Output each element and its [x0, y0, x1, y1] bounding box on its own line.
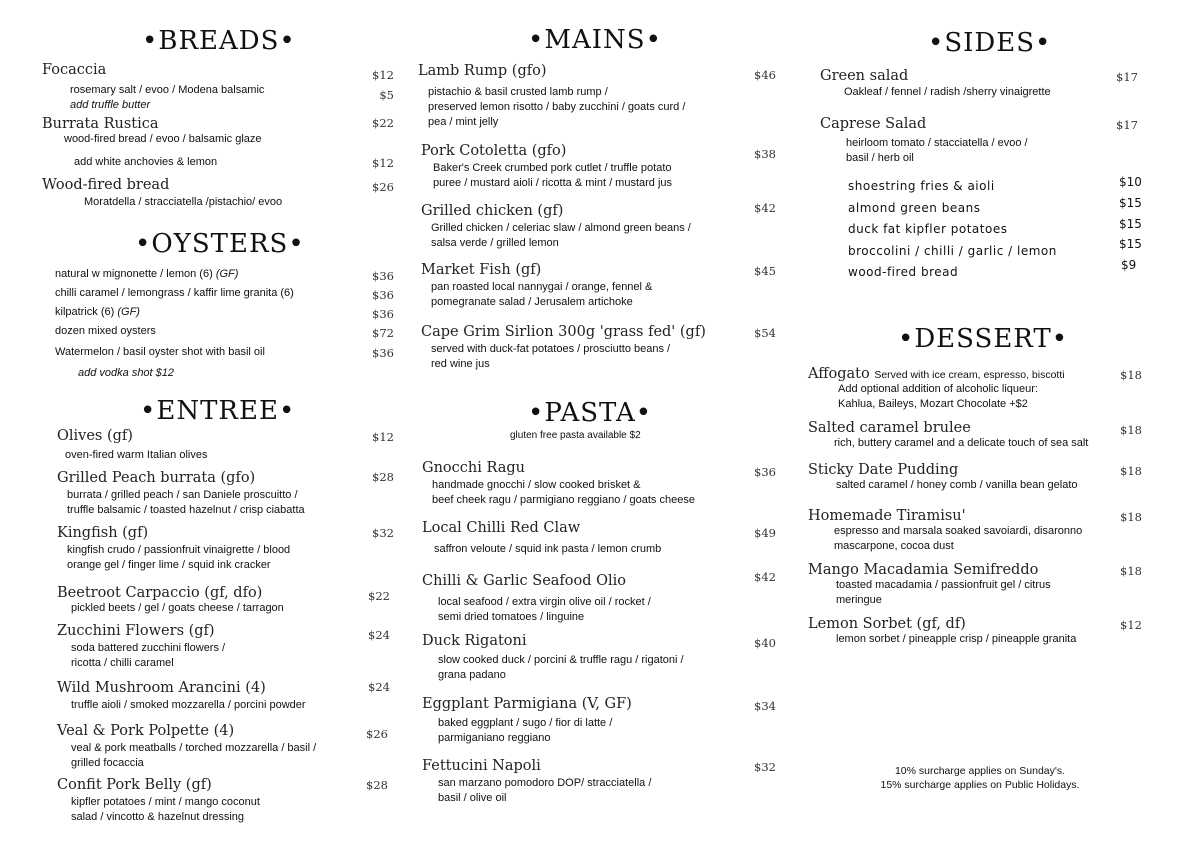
- item-price: $34: [754, 699, 776, 713]
- item-name: Eggplant Parmigiana (V, GF): [422, 696, 632, 712]
- item-description: local seafood / extra virgin olive oil / rocket / semi dried tomatoes / linguine: [438, 596, 651, 623]
- item-description: handmade gnocchi / slow cooked brisket & beef cheek ragu / parmigiano reggiano / goats cheese: [432, 479, 695, 506]
- item-price: $46: [754, 68, 776, 82]
- item-description: baked eggplant / sugo / fior di latte / parmiganiano reggiano: [438, 717, 613, 744]
- breads-heading: •BREADS•: [142, 26, 296, 56]
- item-name: Mango Macadamia Semifreddo: [808, 562, 1039, 578]
- mains-heading: •MAINS•: [528, 25, 662, 55]
- oysters-heading: •OYSTERS•: [135, 229, 305, 259]
- item-name: Zucchini Flowers (gf): [57, 623, 215, 639]
- item-description: Moratdella / stracciatella /pistachio/ evoo: [84, 196, 283, 208]
- item-description: soda battered zucchini flowers / ricotta / chilli caramel: [71, 642, 226, 669]
- surcharge-holidays: 15% surcharge applies on Public Holidays.: [880, 779, 1080, 791]
- item-name: Caprese Salad: [820, 116, 927, 132]
- item-name: Pork Cotoletta (gfo): [421, 143, 567, 159]
- item-name: Homemade Tiramisu': [808, 508, 966, 524]
- item-price: $40: [754, 636, 776, 650]
- item-price: $36: [372, 307, 394, 321]
- item-description: Grilled chicken / celeriac slaw / almond green beans / salsa verde / grilled lemon: [431, 222, 691, 249]
- item-description: pistachio & basil crusted lamb rump / preserved lemon risotto / baby zucchini / goats curd / pea / mint jelly: [428, 86, 686, 128]
- addon-price: $5: [379, 88, 394, 102]
- item-description: heirloom tomato / stacciatella / evoo / basil / herb oil: [846, 137, 1028, 164]
- item-description: pickled beets / gel / goats cheese / tarragon: [71, 602, 284, 614]
- menu-item: [42, 116, 382, 147]
- side-item: almond green beans: [848, 201, 981, 215]
- item-name: Chilli & Garlic Seafood Olio: [422, 573, 627, 589]
- item-price: $54: [754, 326, 776, 340]
- item-price: $15: [1119, 237, 1142, 251]
- side-item: duck fat kipfler potatoes: [848, 222, 1008, 236]
- surcharge-note: [840, 764, 1120, 792]
- item-name: Focaccia: [42, 62, 107, 78]
- item-name: Olives (gf): [57, 428, 133, 444]
- sides-heading: •SIDES•: [928, 28, 1052, 58]
- item-description: lemon sorbet / pineapple crisp / pineapple granita: [836, 633, 1077, 645]
- item-description: salted caramel / honey comb / vanilla bean gelato: [836, 479, 1078, 491]
- dessert-heading: •DESSERT•: [898, 324, 1069, 354]
- item-price: $36: [372, 269, 394, 283]
- item-name: Salted caramel brulee: [808, 420, 971, 436]
- surcharge-sunday: 10% surcharge applies on Sunday's.: [894, 765, 1066, 777]
- item-price: $10: [1119, 175, 1142, 189]
- item-description: kingfish crudo / passionfruit vinaigrette / blood orange gel / finger lime / squid ink cracker: [67, 544, 291, 571]
- item-description: Add optional addition of alcoholic liqueur: Kahlua, Baileys, Mozart Chocolate +$2: [838, 383, 1038, 410]
- item-price: $42: [754, 570, 776, 584]
- oyster-note: add vodka shot $12: [78, 367, 175, 379]
- item-description: wood-fired bread / evoo / balsamic glaze: [64, 133, 262, 145]
- item-price: $26: [372, 180, 394, 194]
- item-price: $38: [754, 147, 776, 161]
- item-price: $24: [368, 628, 390, 642]
- item-name: Green salad: [820, 68, 909, 84]
- item-description: served with duck-fat potatoes / prosciutto beans / red wine jus: [431, 343, 671, 370]
- item-price: $18: [1120, 368, 1142, 382]
- item-description: burrata / grilled peach / san Daniele proscuitto / truffle balsamic / toasted hazelnut / crisp ciabatta: [67, 489, 305, 516]
- item-addon: add truffle butter: [70, 99, 151, 111]
- oyster-item: chilli caramel / lemongrass / kaffir lime granita (6): [55, 287, 294, 299]
- item-price: $9: [1121, 258, 1137, 272]
- item-price: $42: [754, 201, 776, 215]
- item-description: saffron veloute / squid ink pasta / lemon crumb: [434, 543, 662, 555]
- item-name: Gnocchi Ragu: [422, 460, 525, 476]
- item-name: Lamb Rump (gfo): [418, 63, 547, 79]
- item-price: $24: [368, 680, 390, 694]
- item-price: $12: [372, 68, 394, 82]
- item-price: $22: [368, 589, 390, 603]
- side-item: wood-fired bread: [848, 265, 959, 279]
- item-price: $15: [1119, 217, 1142, 231]
- item-name: Burrata Rustica: [42, 116, 159, 132]
- item-name: Wood-fired bread: [42, 177, 170, 193]
- item-price: $36: [372, 346, 394, 360]
- item-price: $45: [754, 264, 776, 278]
- item-price: $17: [1116, 118, 1138, 132]
- item-description: oven-fired warm Italian olives: [65, 449, 208, 461]
- item-price: $18: [1120, 510, 1142, 524]
- item-price: $49: [754, 526, 776, 540]
- pasta-subtitle: gluten free pasta available $2: [510, 430, 641, 441]
- item-name: Veal & Pork Polpette (4): [57, 723, 235, 739]
- item-name: Duck Rigatoni: [422, 633, 527, 649]
- item-description: pan roasted local nannygai / orange, fennel & pomegranate salad / Jerusalem artichoke: [431, 281, 653, 308]
- item-price: $22: [372, 116, 394, 130]
- item-price: $18: [1120, 564, 1142, 578]
- item-price: $36: [372, 288, 394, 302]
- item-name: Fettucini Napoli: [422, 758, 541, 774]
- item-price: $28: [366, 778, 388, 792]
- item-name: Local Chilli Red Claw: [422, 520, 581, 536]
- item-name: Wild Mushroom Arancini (4): [57, 680, 266, 696]
- side-item: shoestring fries & aioli: [848, 179, 995, 193]
- item-name: Kingfish (gf): [57, 525, 149, 541]
- item-name: Cape Grim Sirlion 300g 'grass fed' (gf): [421, 324, 706, 340]
- item-name: Lemon Sorbet (gf, df): [808, 616, 966, 632]
- item-price: $36: [754, 465, 776, 479]
- item-price: $32: [372, 526, 394, 540]
- item-addon: add white anchovies & lemon: [74, 156, 218, 168]
- item-name: Beetroot Carpaccio (gf, dfo): [57, 585, 263, 601]
- oyster-item: Watermelon / basil oyster shot with basil oil: [55, 346, 265, 358]
- item-price: $18: [1120, 464, 1142, 478]
- entree-heading: •ENTREE•: [140, 396, 296, 426]
- item-description: kipfler potatoes / mint / mango coconut salad / vincotto & hazelnut dressing: [71, 796, 260, 823]
- menu-item: [42, 62, 382, 113]
- item-price: $18: [1120, 423, 1142, 437]
- item-name: Affogato: [808, 366, 870, 382]
- item-price: $26: [366, 727, 388, 741]
- item-price: $12: [372, 430, 394, 444]
- addon-price: $12: [372, 156, 394, 170]
- item-name: Sticky Date Pudding: [808, 462, 959, 478]
- item-description: veal & pork meatballs / torched mozzarella / basil / grilled focaccia: [71, 742, 317, 769]
- item-description: Baker's Creek crumbed pork cutlet / truffle potato puree / mustard aioli / ricotta & mint / mustard jus: [433, 162, 673, 189]
- item-description: rich, buttery caramel and a delicate touch of sea salt: [834, 437, 1089, 449]
- menu-item: [42, 177, 382, 210]
- item-name: Grilled chicken (gf): [421, 203, 564, 219]
- item-price: $15: [1119, 196, 1142, 210]
- oyster-item: natural w mignonette / lemon (6) (GF): [55, 268, 239, 280]
- item-description: truffle aioli / smoked mozzarella / porcini powder: [71, 699, 306, 711]
- item-description: slow cooked duck / porcini & truffle ragu / rigatoni / grana padano: [438, 654, 684, 681]
- item-description: toasted macadamia / passionfruit gel / citrus meringue: [836, 579, 1051, 606]
- item-price: $28: [372, 470, 394, 484]
- item-name: Confit Pork Belly (gf): [57, 777, 212, 793]
- item-name: Market Fish (gf): [421, 262, 542, 278]
- item-price: $72: [372, 326, 394, 340]
- oyster-item: dozen mixed oysters: [55, 325, 156, 337]
- item-description: rosemary salt / evoo / Modena balsamic: [70, 84, 265, 96]
- side-item: broccolini / chilli / garlic / lemon: [848, 244, 1057, 258]
- item-name: Grilled Peach burrata (gfo): [57, 470, 256, 486]
- pasta-heading: •PASTA•: [528, 398, 653, 428]
- item-price: $32: [754, 760, 776, 774]
- item-price: $12: [1120, 618, 1142, 632]
- item-description: Oakleaf / fennel / radish /sherry vinaigrette: [844, 86, 1051, 98]
- item-price: $17: [1116, 70, 1138, 84]
- item-inline-description: Served with ice cream, espresso, biscotti: [874, 369, 1065, 381]
- item-description: espresso and marsala soaked savoiardi, disaronno mascarpone, cocoa dust: [834, 525, 1083, 552]
- item-description: san marzano pomodoro DOP/ stracciatella / basil / olive oil: [438, 777, 652, 804]
- oyster-item: kilpatrick (6) (GF): [55, 306, 140, 318]
